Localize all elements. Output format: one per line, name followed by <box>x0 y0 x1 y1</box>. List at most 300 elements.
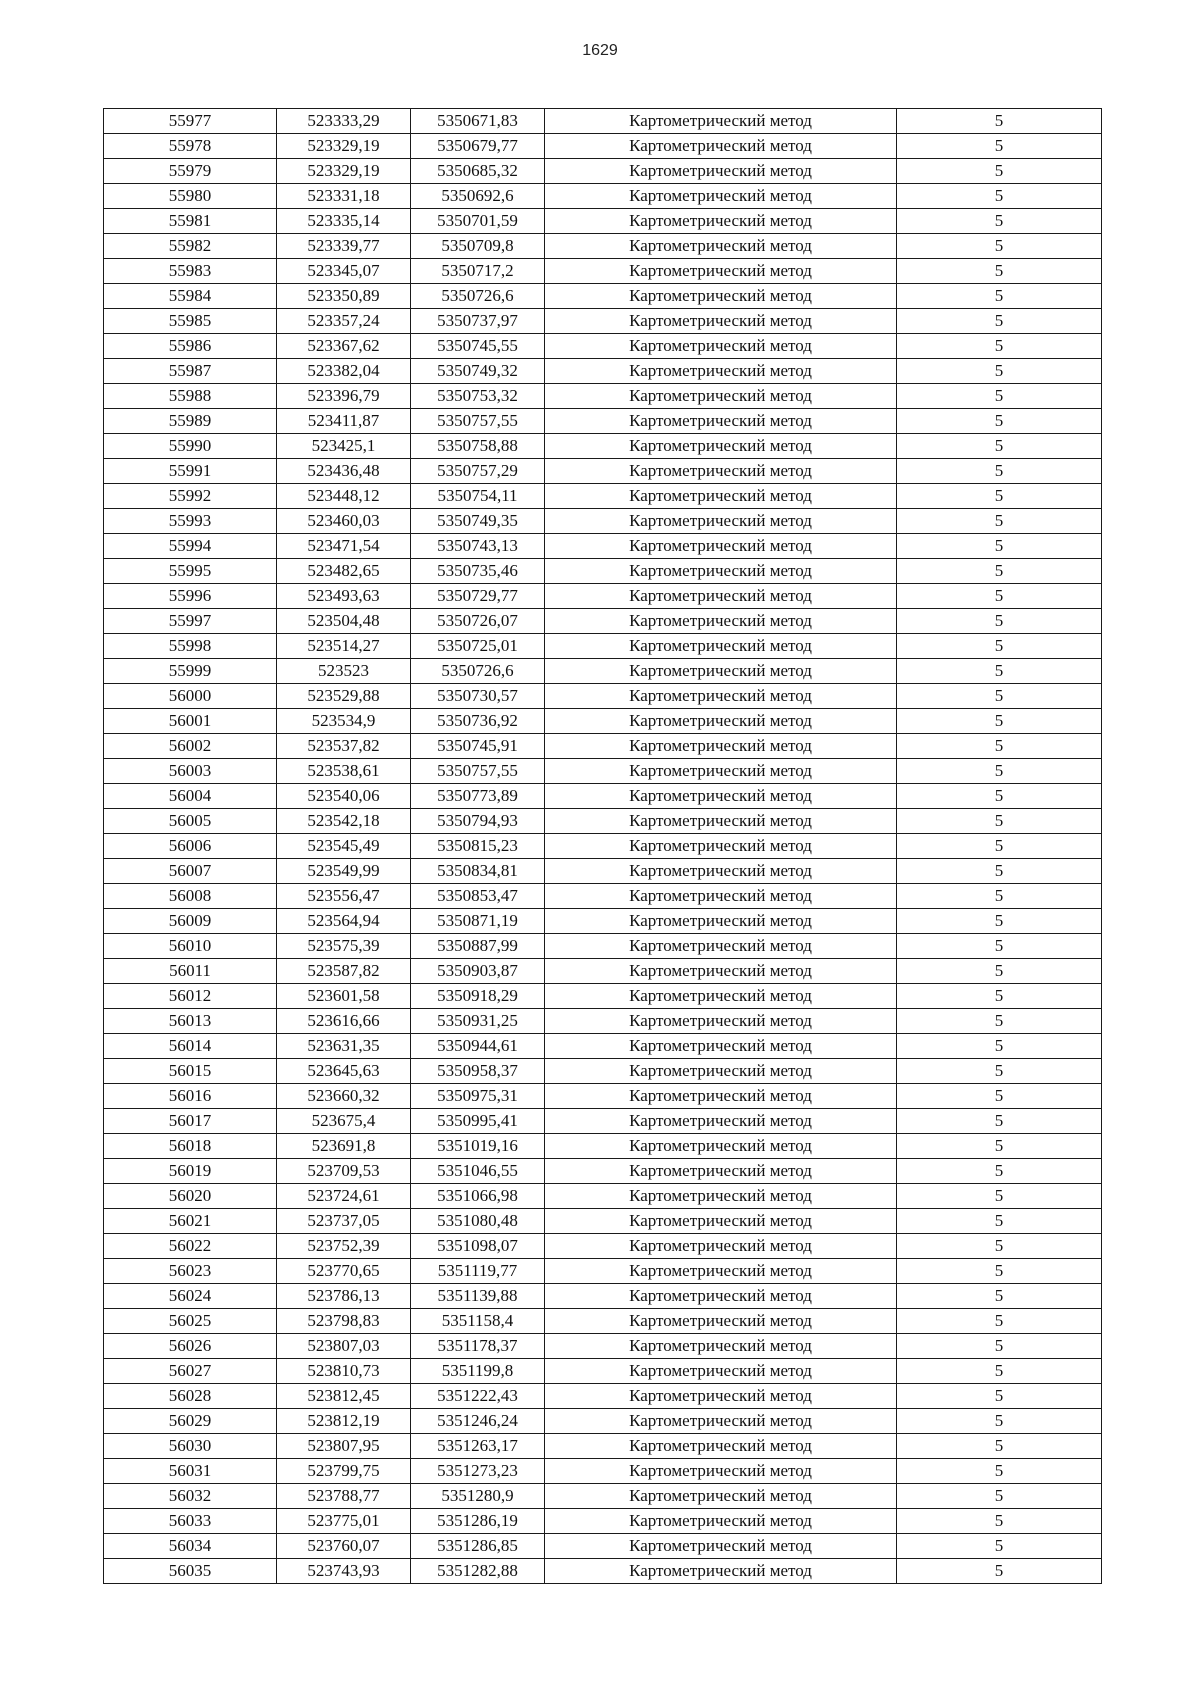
method-cell: Картометрический метод <box>545 1484 897 1509</box>
table-row <box>104 209 1102 234</box>
method-cell: Картометрический метод <box>545 134 897 159</box>
method-cell: Картометрический метод <box>545 284 897 309</box>
table-row <box>104 309 1102 334</box>
y-coordinate-cell: 5350717,2 <box>411 259 545 284</box>
method-cell: Картометрический метод <box>545 834 897 859</box>
x-coordinate-cell: 523482,65 <box>277 559 411 584</box>
accuracy-cell: 5 <box>897 1534 1102 1559</box>
accuracy-cell: 5 <box>897 534 1102 559</box>
point-number-cell: 56014 <box>104 1034 277 1059</box>
accuracy-cell: 5 <box>897 1309 1102 1334</box>
point-number-cell: 55997 <box>104 609 277 634</box>
accuracy-cell: 5 <box>897 1034 1102 1059</box>
point-number-cell: 56017 <box>104 1109 277 1134</box>
y-coordinate-cell: 5350749,32 <box>411 359 545 384</box>
point-number-cell: 55990 <box>104 434 277 459</box>
y-coordinate-cell: 5350871,19 <box>411 909 545 934</box>
x-coordinate-cell: 523691,8 <box>277 1134 411 1159</box>
accuracy-cell: 5 <box>897 1234 1102 1259</box>
point-number-cell: 56022 <box>104 1234 277 1259</box>
page-number: 1629 <box>582 42 618 59</box>
y-coordinate-cell: 5350931,25 <box>411 1009 545 1034</box>
y-coordinate-cell: 5350773,89 <box>411 784 545 809</box>
y-coordinate-cell: 5351286,85 <box>411 1534 545 1559</box>
x-coordinate-cell: 523798,83 <box>277 1309 411 1334</box>
y-coordinate-cell: 5350725,01 <box>411 634 545 659</box>
table-row <box>104 1234 1102 1259</box>
method-cell: Картометрический метод <box>545 259 897 284</box>
table-row <box>104 259 1102 284</box>
point-number-cell: 55979 <box>104 159 277 184</box>
y-coordinate-cell: 5350903,87 <box>411 959 545 984</box>
accuracy-cell: 5 <box>897 184 1102 209</box>
accuracy-cell: 5 <box>897 1184 1102 1209</box>
y-coordinate-cell: 5350757,55 <box>411 759 545 784</box>
coordinates-table-body <box>104 109 1102 1584</box>
accuracy-cell: 5 <box>897 834 1102 859</box>
table-row <box>104 884 1102 909</box>
method-cell: Картометрический метод <box>545 1034 897 1059</box>
point-number-cell: 55996 <box>104 584 277 609</box>
point-number-cell: 56007 <box>104 859 277 884</box>
point-number-cell: 56025 <box>104 1309 277 1334</box>
point-number-cell: 56034 <box>104 1534 277 1559</box>
y-coordinate-cell: 5350745,91 <box>411 734 545 759</box>
method-cell: Картометрический метод <box>545 584 897 609</box>
x-coordinate-cell: 523752,39 <box>277 1234 411 1259</box>
accuracy-cell: 5 <box>897 459 1102 484</box>
point-number-cell: 56008 <box>104 884 277 909</box>
table-row <box>104 684 1102 709</box>
method-cell: Картометрический метод <box>545 334 897 359</box>
point-number-cell: 56027 <box>104 1359 277 1384</box>
table-row <box>104 484 1102 509</box>
table-row <box>104 659 1102 684</box>
accuracy-cell: 5 <box>897 809 1102 834</box>
method-cell: Картометрический метод <box>545 1384 897 1409</box>
method-cell: Картометрический метод <box>545 1134 897 1159</box>
point-number-cell: 56026 <box>104 1334 277 1359</box>
y-coordinate-cell: 5350958,37 <box>411 1059 545 1084</box>
table-row <box>104 909 1102 934</box>
x-coordinate-cell: 523529,88 <box>277 684 411 709</box>
x-coordinate-cell: 523448,12 <box>277 484 411 509</box>
table-row <box>104 1209 1102 1234</box>
point-number-cell: 55983 <box>104 259 277 284</box>
y-coordinate-cell: 5350726,6 <box>411 659 545 684</box>
point-number-cell: 56012 <box>104 984 277 1009</box>
accuracy-cell: 5 <box>897 1334 1102 1359</box>
accuracy-cell: 5 <box>897 109 1102 134</box>
x-coordinate-cell: 523329,19 <box>277 134 411 159</box>
accuracy-cell: 5 <box>897 409 1102 434</box>
point-number-cell: 55995 <box>104 559 277 584</box>
point-number-cell: 55987 <box>104 359 277 384</box>
x-coordinate-cell: 523345,07 <box>277 259 411 284</box>
table-row <box>104 134 1102 159</box>
table-row <box>104 284 1102 309</box>
point-number-cell: 55988 <box>104 384 277 409</box>
x-coordinate-cell: 523504,48 <box>277 609 411 634</box>
accuracy-cell: 5 <box>897 1159 1102 1184</box>
x-coordinate-cell: 523812,45 <box>277 1384 411 1409</box>
accuracy-cell: 5 <box>897 384 1102 409</box>
method-cell: Картометрический метод <box>545 909 897 934</box>
y-coordinate-cell: 5351282,88 <box>411 1559 545 1584</box>
y-coordinate-cell: 5351222,43 <box>411 1384 545 1409</box>
y-coordinate-cell: 5350701,59 <box>411 209 545 234</box>
accuracy-cell: 5 <box>897 1284 1102 1309</box>
table-row <box>104 534 1102 559</box>
method-cell: Картометрический метод <box>545 634 897 659</box>
y-coordinate-cell: 5350671,83 <box>411 109 545 134</box>
y-coordinate-cell: 5350757,29 <box>411 459 545 484</box>
x-coordinate-cell: 523493,63 <box>277 584 411 609</box>
method-cell: Картометрический метод <box>545 1209 897 1234</box>
table-row <box>104 1034 1102 1059</box>
point-number-cell: 55989 <box>104 409 277 434</box>
method-cell: Картометрический метод <box>545 984 897 1009</box>
x-coordinate-cell: 523564,94 <box>277 909 411 934</box>
point-number-cell: 55982 <box>104 234 277 259</box>
method-cell: Картометрический метод <box>545 1284 897 1309</box>
method-cell: Картометрический метод <box>545 559 897 584</box>
x-coordinate-cell: 523775,01 <box>277 1509 411 1534</box>
x-coordinate-cell: 523549,99 <box>277 859 411 884</box>
table-row <box>104 1559 1102 1584</box>
y-coordinate-cell: 5350815,23 <box>411 834 545 859</box>
y-coordinate-cell: 5351158,4 <box>411 1309 545 1334</box>
method-cell: Картометрический метод <box>545 809 897 834</box>
x-coordinate-cell: 523675,4 <box>277 1109 411 1134</box>
method-cell: Картометрический метод <box>545 1559 897 1584</box>
point-number-cell: 55992 <box>104 484 277 509</box>
table-row <box>104 459 1102 484</box>
point-number-cell: 56032 <box>104 1484 277 1509</box>
method-cell: Картометрический метод <box>545 109 897 134</box>
method-cell: Картометрический метод <box>545 1334 897 1359</box>
point-number-cell: 55986 <box>104 334 277 359</box>
table-row <box>104 1434 1102 1459</box>
point-number-cell: 56024 <box>104 1284 277 1309</box>
y-coordinate-cell: 5350794,93 <box>411 809 545 834</box>
x-coordinate-cell: 523737,05 <box>277 1209 411 1234</box>
method-cell: Картометрический метод <box>545 609 897 634</box>
point-number-cell: 56006 <box>104 834 277 859</box>
table-row <box>104 184 1102 209</box>
y-coordinate-cell: 5351286,19 <box>411 1509 545 1534</box>
x-coordinate-cell: 523601,58 <box>277 984 411 1009</box>
table-row <box>104 1509 1102 1534</box>
accuracy-cell: 5 <box>897 1109 1102 1134</box>
table-row <box>104 1359 1102 1384</box>
point-number-cell: 56001 <box>104 709 277 734</box>
method-cell: Картометрический метод <box>545 1359 897 1384</box>
accuracy-cell: 5 <box>897 1509 1102 1534</box>
method-cell: Картометрический метод <box>545 1084 897 1109</box>
y-coordinate-cell: 5350944,61 <box>411 1034 545 1059</box>
table-row <box>104 234 1102 259</box>
accuracy-cell: 5 <box>897 1084 1102 1109</box>
point-number-cell: 55994 <box>104 534 277 559</box>
x-coordinate-cell: 523534,9 <box>277 709 411 734</box>
method-cell: Картометрический метод <box>545 1534 897 1559</box>
coordinates-table-container <box>103 108 1101 1584</box>
y-coordinate-cell: 5351119,77 <box>411 1259 545 1284</box>
point-number-cell: 56016 <box>104 1084 277 1109</box>
x-coordinate-cell: 523339,77 <box>277 234 411 259</box>
point-number-cell: 56020 <box>104 1184 277 1209</box>
y-coordinate-cell: 5350692,6 <box>411 184 545 209</box>
method-cell: Картометрический метод <box>545 509 897 534</box>
point-number-cell: 56005 <box>104 809 277 834</box>
y-coordinate-cell: 5350729,77 <box>411 584 545 609</box>
accuracy-cell: 5 <box>897 559 1102 584</box>
y-coordinate-cell: 5350749,35 <box>411 509 545 534</box>
point-number-cell: 56023 <box>104 1259 277 1284</box>
accuracy-cell: 5 <box>897 1559 1102 1584</box>
y-coordinate-cell: 5351139,88 <box>411 1284 545 1309</box>
accuracy-cell: 5 <box>897 1134 1102 1159</box>
x-coordinate-cell: 523396,79 <box>277 384 411 409</box>
table-row <box>104 1109 1102 1134</box>
x-coordinate-cell: 523556,47 <box>277 884 411 909</box>
x-coordinate-cell: 523329,19 <box>277 159 411 184</box>
point-number-cell: 56011 <box>104 959 277 984</box>
y-coordinate-cell: 5350726,6 <box>411 284 545 309</box>
table-row <box>104 709 1102 734</box>
y-coordinate-cell: 5351246,24 <box>411 1409 545 1434</box>
x-coordinate-cell: 523538,61 <box>277 759 411 784</box>
method-cell: Картометрический метод <box>545 1309 897 1334</box>
y-coordinate-cell: 5351263,17 <box>411 1434 545 1459</box>
x-coordinate-cell: 523724,61 <box>277 1184 411 1209</box>
x-coordinate-cell: 523331,18 <box>277 184 411 209</box>
point-number-cell: 55984 <box>104 284 277 309</box>
x-coordinate-cell: 523760,07 <box>277 1534 411 1559</box>
y-coordinate-cell: 5350735,46 <box>411 559 545 584</box>
accuracy-cell: 5 <box>897 359 1102 384</box>
x-coordinate-cell: 523788,77 <box>277 1484 411 1509</box>
point-number-cell: 56021 <box>104 1209 277 1234</box>
y-coordinate-cell: 5351199,8 <box>411 1359 545 1384</box>
y-coordinate-cell: 5350975,31 <box>411 1084 545 1109</box>
y-coordinate-cell: 5350918,29 <box>411 984 545 1009</box>
x-coordinate-cell: 523743,93 <box>277 1559 411 1584</box>
x-coordinate-cell: 523799,75 <box>277 1459 411 1484</box>
x-coordinate-cell: 523812,19 <box>277 1409 411 1434</box>
method-cell: Картометрический метод <box>545 1234 897 1259</box>
accuracy-cell: 5 <box>897 759 1102 784</box>
accuracy-cell: 5 <box>897 784 1102 809</box>
accuracy-cell: 5 <box>897 484 1102 509</box>
x-coordinate-cell: 523810,73 <box>277 1359 411 1384</box>
table-row <box>104 1059 1102 1084</box>
x-coordinate-cell: 523357,24 <box>277 309 411 334</box>
table-row <box>104 1384 1102 1409</box>
table-row <box>104 159 1102 184</box>
accuracy-cell: 5 <box>897 884 1102 909</box>
x-coordinate-cell: 523631,35 <box>277 1034 411 1059</box>
table-row <box>104 859 1102 884</box>
accuracy-cell: 5 <box>897 609 1102 634</box>
table-row <box>104 759 1102 784</box>
method-cell: Картометрический метод <box>545 884 897 909</box>
point-number-cell: 55991 <box>104 459 277 484</box>
method-cell: Картометрический метод <box>545 484 897 509</box>
table-row <box>104 734 1102 759</box>
method-cell: Картометрический метод <box>545 709 897 734</box>
x-coordinate-cell: 523645,63 <box>277 1059 411 1084</box>
y-coordinate-cell: 5350758,88 <box>411 434 545 459</box>
table-row <box>104 959 1102 984</box>
accuracy-cell: 5 <box>897 1409 1102 1434</box>
table-row <box>104 559 1102 584</box>
accuracy-cell: 5 <box>897 934 1102 959</box>
method-cell: Картометрический метод <box>545 434 897 459</box>
method-cell: Картометрический метод <box>545 734 897 759</box>
y-coordinate-cell: 5350679,77 <box>411 134 545 159</box>
x-coordinate-cell: 523425,1 <box>277 434 411 459</box>
x-coordinate-cell: 523575,39 <box>277 934 411 959</box>
x-coordinate-cell: 523616,66 <box>277 1009 411 1034</box>
point-number-cell: 56018 <box>104 1134 277 1159</box>
table-row <box>104 784 1102 809</box>
point-number-cell: 56009 <box>104 909 277 934</box>
x-coordinate-cell: 523382,04 <box>277 359 411 384</box>
point-number-cell: 56004 <box>104 784 277 809</box>
point-number-cell: 56013 <box>104 1009 277 1034</box>
accuracy-cell: 5 <box>897 909 1102 934</box>
x-coordinate-cell: 523540,06 <box>277 784 411 809</box>
x-coordinate-cell: 523350,89 <box>277 284 411 309</box>
accuracy-cell: 5 <box>897 1259 1102 1284</box>
table-row <box>104 1284 1102 1309</box>
y-coordinate-cell: 5350685,32 <box>411 159 545 184</box>
table-row <box>104 1309 1102 1334</box>
accuracy-cell: 5 <box>897 734 1102 759</box>
y-coordinate-cell: 5350726,07 <box>411 609 545 634</box>
point-number-cell: 56033 <box>104 1509 277 1534</box>
table-row <box>104 509 1102 534</box>
method-cell: Картометрический метод <box>545 409 897 434</box>
x-coordinate-cell: 523436,48 <box>277 459 411 484</box>
x-coordinate-cell: 523545,49 <box>277 834 411 859</box>
y-coordinate-cell: 5350853,47 <box>411 884 545 909</box>
accuracy-cell: 5 <box>897 1209 1102 1234</box>
table-row <box>104 934 1102 959</box>
point-number-cell: 56028 <box>104 1384 277 1409</box>
method-cell: Картометрический метод <box>545 684 897 709</box>
x-coordinate-cell: 523660,32 <box>277 1084 411 1109</box>
accuracy-cell: 5 <box>897 284 1102 309</box>
accuracy-cell: 5 <box>897 1434 1102 1459</box>
x-coordinate-cell: 523523 <box>277 659 411 684</box>
x-coordinate-cell: 523770,65 <box>277 1259 411 1284</box>
point-number-cell: 55981 <box>104 209 277 234</box>
x-coordinate-cell: 523709,53 <box>277 1159 411 1184</box>
accuracy-cell: 5 <box>897 334 1102 359</box>
table-row <box>104 1484 1102 1509</box>
method-cell: Картометрический метод <box>545 459 897 484</box>
y-coordinate-cell: 5350736,92 <box>411 709 545 734</box>
y-coordinate-cell: 5351019,16 <box>411 1134 545 1159</box>
point-number-cell: 55985 <box>104 309 277 334</box>
accuracy-cell: 5 <box>897 259 1102 284</box>
y-coordinate-cell: 5350834,81 <box>411 859 545 884</box>
method-cell: Картометрический метод <box>545 784 897 809</box>
table-row <box>104 1134 1102 1159</box>
point-number-cell: 56003 <box>104 759 277 784</box>
table-row <box>104 1334 1102 1359</box>
x-coordinate-cell: 523807,95 <box>277 1434 411 1459</box>
x-coordinate-cell: 523460,03 <box>277 509 411 534</box>
x-coordinate-cell: 523807,03 <box>277 1334 411 1359</box>
table-row <box>104 1409 1102 1434</box>
method-cell: Картометрический метод <box>545 1409 897 1434</box>
table-row <box>104 109 1102 134</box>
coordinates-table <box>103 108 1102 1584</box>
method-cell: Картометрический метод <box>545 159 897 184</box>
table-row <box>104 384 1102 409</box>
accuracy-cell: 5 <box>897 1359 1102 1384</box>
y-coordinate-cell: 5350745,55 <box>411 334 545 359</box>
method-cell: Картометрический метод <box>545 1434 897 1459</box>
point-number-cell: 56010 <box>104 934 277 959</box>
method-cell: Картометрический метод <box>545 234 897 259</box>
accuracy-cell: 5 <box>897 634 1102 659</box>
table-row <box>104 359 1102 384</box>
point-number-cell: 56031 <box>104 1459 277 1484</box>
y-coordinate-cell: 5351178,37 <box>411 1334 545 1359</box>
method-cell: Картометрический метод <box>545 1259 897 1284</box>
method-cell: Картометрический метод <box>545 1459 897 1484</box>
method-cell: Картометрический метод <box>545 1509 897 1534</box>
table-row <box>104 609 1102 634</box>
accuracy-cell: 5 <box>897 1384 1102 1409</box>
point-number-cell: 55993 <box>104 509 277 534</box>
accuracy-cell: 5 <box>897 159 1102 184</box>
accuracy-cell: 5 <box>897 134 1102 159</box>
table-row <box>104 1159 1102 1184</box>
method-cell: Картометрический метод <box>545 534 897 559</box>
point-number-cell: 55978 <box>104 134 277 159</box>
y-coordinate-cell: 5350754,11 <box>411 484 545 509</box>
x-coordinate-cell: 523587,82 <box>277 959 411 984</box>
method-cell: Картометрический метод <box>545 384 897 409</box>
table-row <box>104 1259 1102 1284</box>
table-row <box>104 434 1102 459</box>
table-row <box>104 334 1102 359</box>
accuracy-cell: 5 <box>897 1459 1102 1484</box>
table-row <box>104 409 1102 434</box>
point-number-cell: 55977 <box>104 109 277 134</box>
table-row <box>104 1184 1102 1209</box>
x-coordinate-cell: 523411,87 <box>277 409 411 434</box>
method-cell: Картометрический метод <box>545 209 897 234</box>
x-coordinate-cell: 523537,82 <box>277 734 411 759</box>
y-coordinate-cell: 5351273,23 <box>411 1459 545 1484</box>
accuracy-cell: 5 <box>897 684 1102 709</box>
point-number-cell: 56015 <box>104 1059 277 1084</box>
y-coordinate-cell: 5350995,41 <box>411 1109 545 1134</box>
y-coordinate-cell: 5350709,8 <box>411 234 545 259</box>
table-row <box>104 634 1102 659</box>
point-number-cell: 55998 <box>104 634 277 659</box>
point-number-cell: 56030 <box>104 1434 277 1459</box>
accuracy-cell: 5 <box>897 309 1102 334</box>
table-row <box>104 984 1102 1009</box>
